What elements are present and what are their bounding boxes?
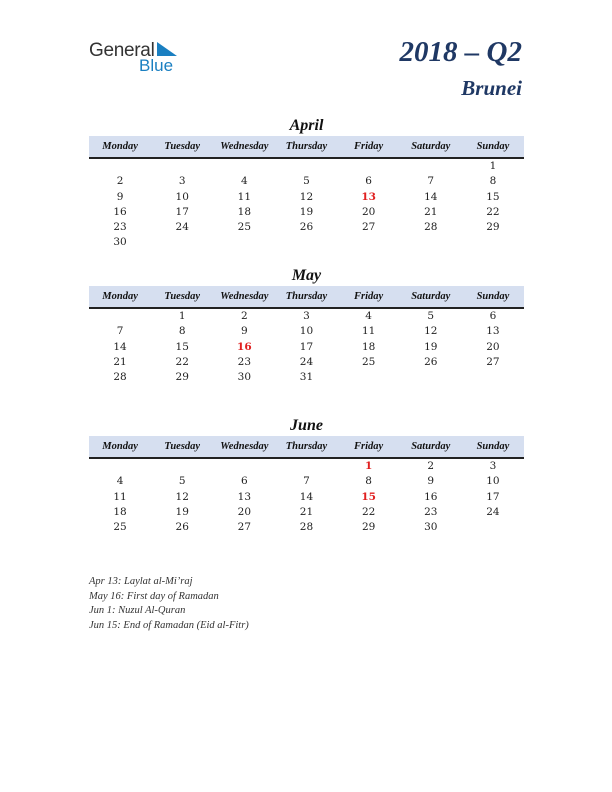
week-row <box>89 459 524 474</box>
week-row <box>89 355 524 370</box>
month-grid <box>89 159 524 251</box>
day-cell: 27 <box>237 521 252 534</box>
week-row <box>89 220 524 235</box>
empty-day-cell <box>400 235 462 250</box>
weekday-label: Wednesday <box>220 441 269 452</box>
holiday-notes <box>89 575 249 633</box>
holiday-note: Apr 13: Laylat al-Mi’raj <box>89 576 193 587</box>
day-cell: 19 <box>299 205 314 218</box>
logo-blue-text: Blue <box>139 56 174 75</box>
day-cell: 9 <box>116 190 124 203</box>
day-cell: 17 <box>175 205 189 218</box>
holiday-day-cell: 15 <box>361 490 376 503</box>
day-cell: 9 <box>427 475 435 488</box>
weekday-label: Saturday <box>411 141 451 152</box>
weekday-label: Sunday <box>476 441 510 452</box>
empty-day-cell <box>151 235 213 250</box>
day-cell: 16 <box>113 205 127 218</box>
week-row <box>89 520 524 535</box>
empty-day-cell <box>338 159 400 174</box>
week-row <box>89 190 524 205</box>
day-cell: 30 <box>113 236 127 249</box>
empty-day-cell <box>275 235 337 250</box>
empty-day-cell <box>400 370 462 385</box>
weekday-label: Thursday <box>285 141 328 152</box>
day-cell: 29 <box>486 221 500 234</box>
month-name: June <box>290 417 323 434</box>
day-cell: 2 <box>116 175 124 188</box>
day-cell: 9 <box>241 325 248 338</box>
day-cell: 2 <box>241 310 248 322</box>
day-cell: 4 <box>365 310 372 322</box>
holiday-day-cell: 16 <box>237 340 252 353</box>
day-cell: 31 <box>299 371 314 384</box>
empty-day-cell <box>89 159 151 174</box>
weekday-label: Tuesday <box>164 441 201 452</box>
month-name: May <box>291 267 322 284</box>
day-cell: 5 <box>178 475 186 488</box>
holiday-note: May 16: First day of Ramadan <box>89 590 219 602</box>
day-cell: 27 <box>361 221 376 234</box>
day-cell: 11 <box>361 325 376 338</box>
day-cell: 6 <box>241 475 248 488</box>
empty-day-cell <box>275 459 337 474</box>
day-cell: 19 <box>175 505 189 518</box>
day-cell: 27 <box>486 355 500 368</box>
day-cell: 4 <box>116 475 124 488</box>
weekday-label: Friday <box>354 291 384 302</box>
week-row <box>89 340 524 355</box>
week-row <box>89 235 524 250</box>
holiday-note: Jun 15: End of Ramadan (Eid al-Fitr) <box>89 619 249 631</box>
day-cell: 12 <box>424 325 438 338</box>
day-cell: 7 <box>303 475 310 488</box>
day-cell: 13 <box>237 490 252 503</box>
week-row <box>89 324 524 339</box>
logo-general-text: General <box>89 40 155 61</box>
month-name: April <box>289 117 324 134</box>
empty-day-cell <box>151 459 213 474</box>
day-cell: 28 <box>299 521 314 534</box>
day-cell: 21 <box>299 505 314 518</box>
weekday-label: Thursday <box>285 291 328 302</box>
week-row <box>89 474 524 489</box>
weekday-label: Saturday <box>411 291 451 302</box>
weekday-label: Sunday <box>476 291 510 302</box>
empty-day-cell <box>213 235 275 250</box>
day-cell: 25 <box>113 521 127 534</box>
day-cell: 19 <box>424 340 438 353</box>
day-cell: 3 <box>303 310 310 322</box>
day-cell: 20 <box>237 505 252 518</box>
empty-day-cell <box>89 309 151 324</box>
day-cell: 3 <box>489 460 497 472</box>
day-cell: 8 <box>178 325 186 338</box>
day-cell: 15 <box>486 190 500 203</box>
empty-day-cell <box>89 459 151 474</box>
day-cell: 26 <box>175 521 189 534</box>
weekday-label: Monday <box>102 441 138 452</box>
day-cell: 6 <box>489 310 497 322</box>
day-cell: 7 <box>116 325 124 338</box>
weekday-label: Saturday <box>411 441 451 452</box>
empty-day-cell <box>151 159 213 174</box>
day-cell: 13 <box>486 325 500 338</box>
weekday-label: Tuesday <box>164 141 201 152</box>
weekday-label: Thursday <box>285 441 328 452</box>
month-june <box>89 416 524 535</box>
empty-day-cell <box>400 159 462 174</box>
month-grid <box>89 309 524 385</box>
day-cell: 15 <box>175 340 189 353</box>
week-row <box>89 174 524 189</box>
day-cell: 1 <box>489 160 497 172</box>
day-cell: 10 <box>299 325 314 338</box>
day-cell: 26 <box>299 221 314 234</box>
day-cell: 18 <box>113 505 127 518</box>
holiday-day-cell: 1 <box>364 460 373 472</box>
day-cell: 21 <box>424 205 438 218</box>
day-cell: 29 <box>361 521 376 534</box>
week-row <box>89 309 524 324</box>
day-cell: 24 <box>486 505 500 518</box>
day-cell: 14 <box>113 340 127 353</box>
empty-day-cell <box>338 235 400 250</box>
empty-day-cell <box>213 459 275 474</box>
week-row <box>89 205 524 220</box>
holiday-day-cell: 13 <box>361 190 376 203</box>
day-cell: 17 <box>486 490 500 503</box>
day-cell: 20 <box>486 340 500 353</box>
day-cell: 30 <box>424 521 438 534</box>
day-cell: 20 <box>361 205 376 218</box>
day-cell: 21 <box>113 355 127 368</box>
day-cell: 8 <box>365 475 372 488</box>
logo-triangle-icon <box>155 42 177 58</box>
day-cell: 22 <box>175 355 189 368</box>
empty-day-cell <box>338 370 400 385</box>
day-cell: 11 <box>237 190 252 203</box>
day-cell: 24 <box>299 355 314 368</box>
day-cell: 28 <box>113 371 127 384</box>
weekday-label: Monday <box>102 141 138 152</box>
day-cell: 28 <box>424 221 438 234</box>
weekday-label: Wednesday <box>220 141 269 152</box>
weekday-label: Friday <box>354 141 384 152</box>
day-cell: 22 <box>361 505 376 518</box>
weekday-header <box>89 136 524 159</box>
month-april <box>89 116 524 251</box>
month-may <box>89 266 524 385</box>
holiday-note: Jun 1: Nuzul Al-Quran <box>89 605 186 616</box>
day-cell: 26 <box>424 355 438 368</box>
day-cell: 10 <box>175 190 189 203</box>
day-cell: 12 <box>299 190 314 203</box>
empty-day-cell <box>462 370 524 385</box>
day-cell: 30 <box>237 371 252 384</box>
day-cell: 24 <box>175 221 189 234</box>
empty-day-cell <box>275 159 337 174</box>
day-cell: 18 <box>361 340 376 353</box>
month-grid <box>89 459 524 535</box>
page-title: 2018 – Q2 <box>399 36 522 68</box>
weekday-header <box>89 286 524 309</box>
country-subtitle: Brunei <box>461 76 522 100</box>
day-cell: 12 <box>175 490 189 503</box>
day-cell: 29 <box>175 371 189 384</box>
empty-day-cell <box>462 520 524 535</box>
day-cell: 16 <box>424 490 438 503</box>
day-cell: 11 <box>113 490 127 503</box>
day-cell: 1 <box>178 310 186 322</box>
day-cell: 3 <box>178 175 186 188</box>
day-cell: 22 <box>486 205 500 218</box>
day-cell: 2 <box>427 460 435 472</box>
weekday-label: Tuesday <box>164 291 201 302</box>
logo <box>89 40 189 76</box>
day-cell: 23 <box>424 505 438 518</box>
week-row <box>89 490 524 505</box>
day-cell: 14 <box>299 490 314 503</box>
day-cell: 25 <box>237 221 252 234</box>
day-cell: 17 <box>299 340 314 353</box>
week-row <box>89 370 524 385</box>
week-row <box>89 159 524 174</box>
day-cell: 25 <box>361 355 376 368</box>
day-cell: 18 <box>237 205 252 218</box>
weekday-label: Sunday <box>476 141 510 152</box>
day-cell: 14 <box>424 190 438 203</box>
day-cell: 10 <box>486 475 500 488</box>
weekday-label: Friday <box>354 441 384 452</box>
day-cell: 23 <box>113 221 127 234</box>
day-cell: 4 <box>241 175 248 188</box>
weekday-label: Monday <box>102 291 138 302</box>
day-cell: 6 <box>365 175 372 188</box>
day-cell: 5 <box>303 175 310 188</box>
weekday-header <box>89 436 524 459</box>
week-row <box>89 505 524 520</box>
empty-day-cell <box>462 235 524 250</box>
day-cell: 8 <box>489 175 497 188</box>
day-cell: 23 <box>237 355 252 368</box>
empty-day-cell <box>213 159 275 174</box>
day-cell: 7 <box>427 175 435 188</box>
day-cell: 5 <box>427 310 435 322</box>
weekday-label: Wednesday <box>220 291 269 302</box>
